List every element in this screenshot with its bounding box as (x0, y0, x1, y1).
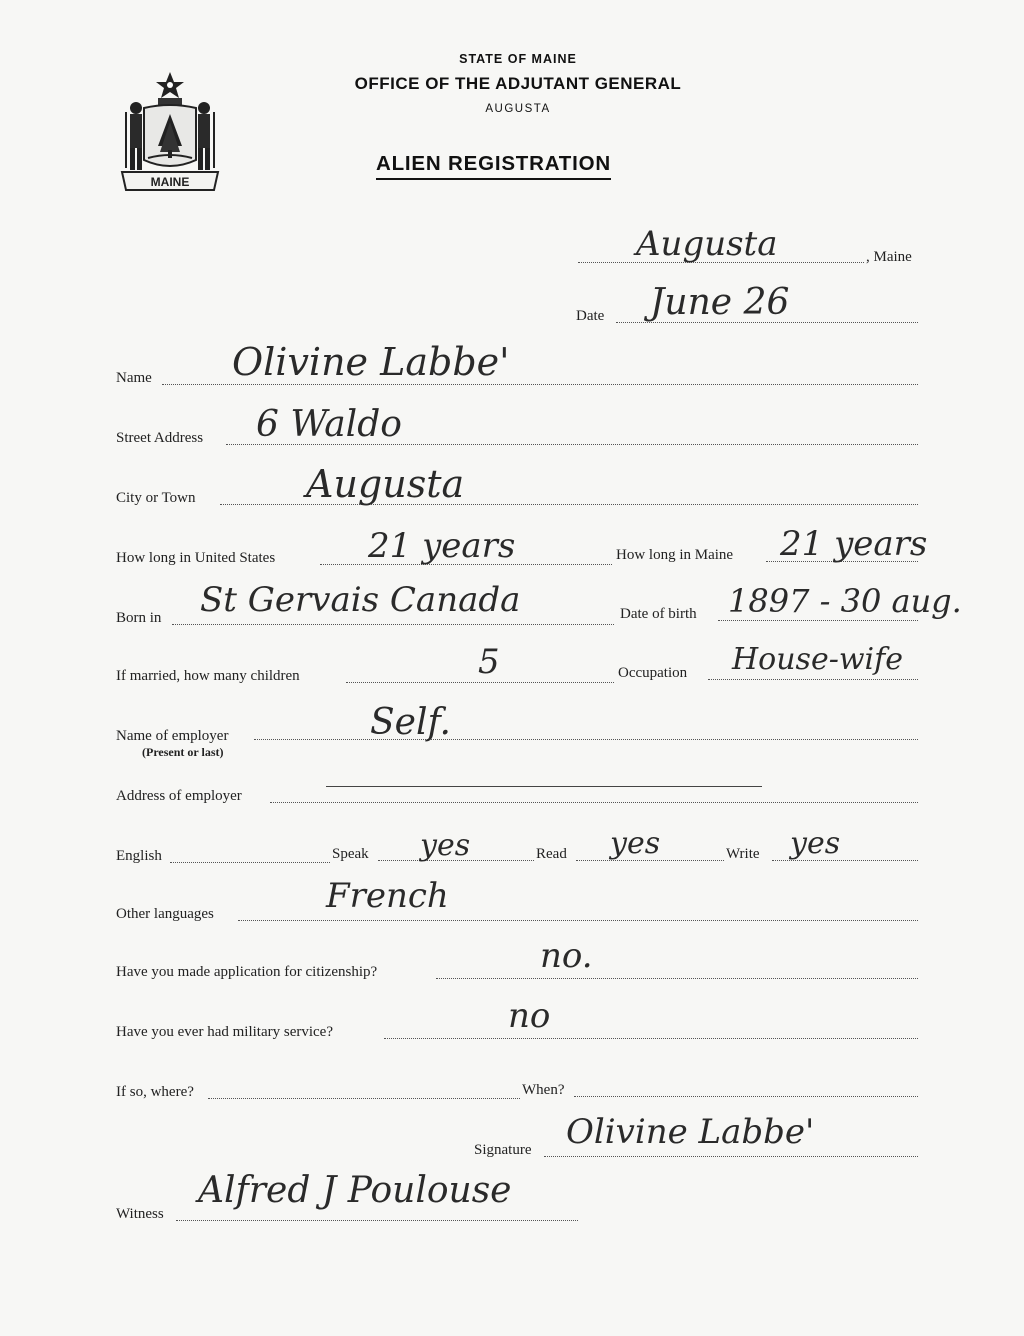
employer-leader (254, 739, 918, 740)
city-label: City or Town (116, 490, 196, 506)
where-leader (208, 1098, 520, 1099)
street-entry: 6 Waldo (256, 404, 402, 445)
military-entry: no (508, 996, 551, 1036)
signature-entry: Olivine Labbe' (566, 1112, 815, 1152)
speak-label: Speak (332, 846, 369, 862)
citizenship-leader (436, 978, 918, 979)
read-label: Read (536, 846, 567, 862)
citizenship-label: Have you made application for citizenship? (116, 964, 378, 980)
witness-leader (176, 1220, 578, 1221)
witness-entry: Alfred J Poulouse (198, 1170, 512, 1211)
header-city: AUGUSTA (485, 103, 551, 115)
when-label: When? (522, 1082, 565, 1098)
where-label: If so, where? (116, 1084, 194, 1100)
write-label: Write (726, 846, 760, 862)
employer-address-label: Address of employer (116, 788, 242, 804)
other-lang-label: Other languages (116, 906, 214, 922)
employer-address-dash (326, 786, 762, 787)
military-label: Have you ever had military service? (116, 1024, 333, 1040)
military-leader (384, 1038, 918, 1039)
header-office: OFFICE OF THE ADJUTANT GENERAL (354, 74, 682, 93)
children-leader (346, 682, 614, 683)
header-state: STATE OF MAINE (459, 52, 577, 66)
how-long-us-entry: 21 years (368, 526, 516, 566)
dob-label: Date of birth (620, 606, 697, 622)
employer-label: Name of employer (116, 728, 229, 744)
other-lang-leader (238, 920, 918, 921)
maine-suffix: , Maine (866, 249, 912, 265)
city-entry: Augusta (306, 462, 465, 506)
employer-sublabel: (Present or last) (142, 745, 224, 759)
employer-address-leader (270, 802, 918, 803)
how-long-us-label: How long in United States (116, 550, 276, 566)
children-entry: 5 (478, 642, 500, 682)
street-label: Street Address (116, 430, 204, 446)
how-long-maine-label: How long in Maine (616, 547, 734, 563)
english-label: English (116, 848, 162, 864)
date-entry: June 26 (650, 282, 790, 323)
other-lang-entry: French (326, 876, 449, 916)
dob-leader (718, 620, 918, 621)
speak-entry: yes (420, 828, 471, 863)
dob-entry: 1897 - 30 aug. (728, 582, 962, 620)
born-in-label: Born in (116, 610, 162, 626)
read-entry: yes (610, 826, 661, 861)
name-leader (162, 384, 918, 385)
children-label: If married, how many children (116, 668, 300, 684)
born-in-entry: St Gervais Canada (200, 580, 521, 620)
date-label: Date (576, 308, 605, 324)
form-title: ALIEN REGISTRATION (376, 152, 611, 180)
seal-text: MAINE (150, 175, 190, 189)
english-leader (170, 862, 330, 863)
occupation-entry: House-wife (732, 642, 903, 677)
signature-label: Signature (474, 1142, 532, 1158)
employer-entry: Self. (370, 702, 451, 743)
occupation-label: Occupation (618, 665, 688, 681)
when-leader (574, 1096, 918, 1097)
name-entry: Olivine Labbe' (232, 340, 510, 384)
witness-label: Witness (116, 1206, 164, 1222)
how-long-maine-entry: 21 years (780, 524, 928, 564)
place-entry: Augusta (636, 224, 778, 264)
occupation-leader (708, 679, 918, 680)
signature-leader (544, 1156, 918, 1157)
born-in-leader (172, 624, 614, 625)
citizenship-entry: no. (540, 936, 593, 976)
write-entry: yes (790, 826, 841, 861)
name-label: Name (116, 370, 152, 386)
